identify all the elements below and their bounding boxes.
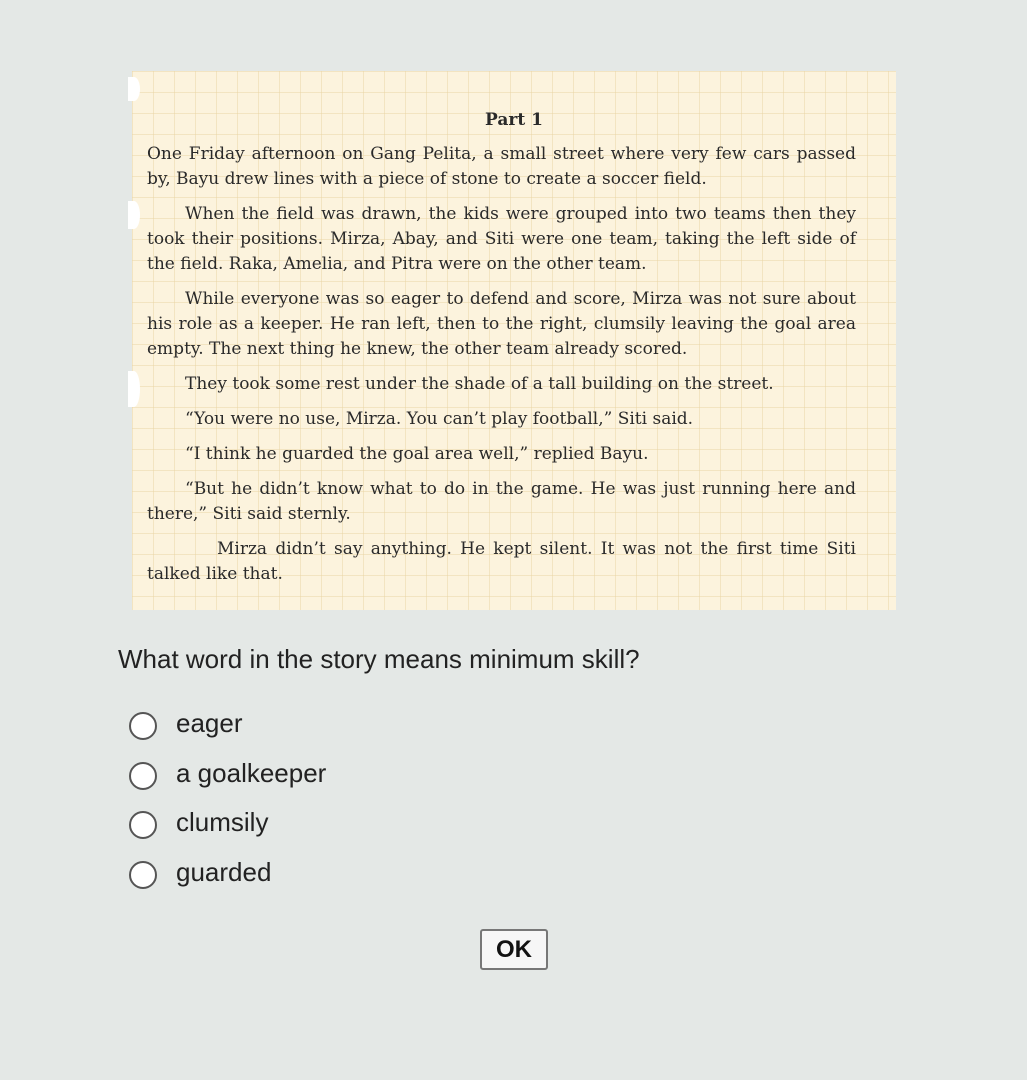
ok-button[interactable]: OK (480, 929, 548, 970)
story-paragraph: When the field was drawn, the kids were grouped into two teams then they took their positions. Mirza, Abay, and Siti were one team, taking the left side of the field. Raka, Amelia, and Pitra were on the other team. (147, 204, 856, 274)
option-label: clumsily (176, 807, 269, 837)
option-label: a goalkeeper (176, 757, 327, 788)
radio-button[interactable] (129, 811, 157, 839)
answer-option-eager[interactable] (129, 706, 326, 756)
answer-options (129, 706, 326, 904)
answer-option-clumsily[interactable] (129, 805, 326, 855)
story-paragraph: Mirza didn’t say anything. He kept silent. It was not the first time Siti talked like that. (147, 539, 856, 584)
radio-button[interactable] (129, 712, 157, 740)
radio-button[interactable] (129, 762, 157, 790)
story-paragraph: “I think he guarded the goal area well,” replied Bayu. (185, 444, 649, 464)
story-paragraph: “You were no use, Mirza. You can’t play football,” Siti said. (185, 409, 694, 429)
answer-option-guarded[interactable] (129, 855, 326, 905)
radio-button[interactable] (129, 861, 157, 889)
torn-edge (128, 77, 140, 101)
question-text: What word in the story means minimum skill? (118, 644, 640, 674)
story-paragraph: While everyone was so eager to defend and score, Mirza was not sure about his role as a keeper. He ran left, then to the right, clumsily leaving the goal area empty. The next thing he knew, the other team already scored. (147, 289, 856, 359)
answer-option-a-goalkeeper[interactable] (129, 756, 326, 806)
story-paragraph: “But he didn’t know what to do in the game. He was just running here and there,” Siti said sternly. (147, 479, 856, 524)
story-title: Part 1 (485, 110, 543, 130)
story-paragraph: They took some rest under the shade of a tall building on the street. (185, 374, 774, 394)
story-image (132, 71, 896, 610)
option-label: guarded (176, 856, 272, 887)
option-label: eager (176, 708, 243, 738)
torn-edge (128, 201, 140, 229)
story-paragraph: One Friday afternoon on Gang Pelita, a small street where very few cars passed by, Bayu drew lines with a piece of stone to create a soccer field. (147, 144, 856, 189)
torn-edge (128, 371, 140, 407)
story-text (147, 142, 856, 597)
